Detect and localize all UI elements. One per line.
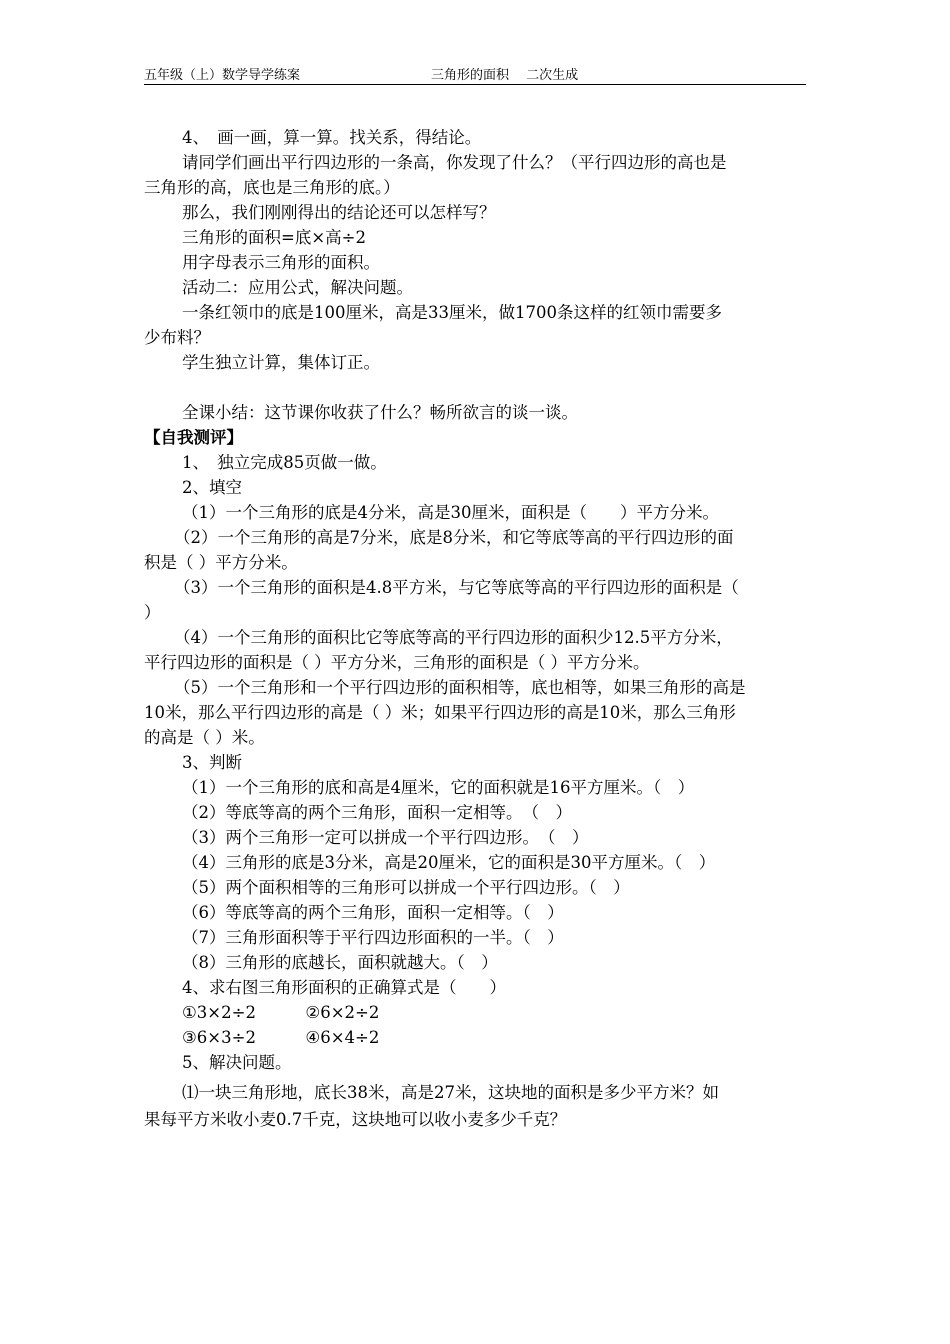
- exercise-4-heading: 4、求右图三角形面积的正确算式是（ ）: [182, 978, 506, 997]
- page-header: [144, 62, 806, 85]
- activity-2-heading: 活动二：应用公式，解决问题。: [182, 278, 413, 297]
- fill-blank-item: （5）一个三角形和一个平行四边形的面积相等，底也相等，如果三角形的高是: [174, 678, 746, 697]
- word-problem-cont: 果每平方米收小麦0.7千克，这块地可以收小麦多少千克？: [144, 1110, 567, 1129]
- exercise-3-heading: 3、判断: [182, 753, 242, 772]
- judge-item: （8）三角形的底越长，面积就越大。（ ）: [182, 953, 498, 972]
- exercise-1: 1、 独立完成85页做一做。: [182, 453, 387, 472]
- header-course-title: 五年级（上）数学导学练案: [144, 68, 301, 83]
- fill-blank-item-cont: 积是（ ）平方分米。: [144, 553, 298, 572]
- text-line: 学生独立计算，集体订正。: [182, 353, 380, 372]
- fill-blank-item: （4）一个三角形的面积比它等底等高的平行四边形的面积少12.5平方分米，: [174, 628, 733, 647]
- text-line: 三角形的高，底也是三角形的底。）: [144, 178, 400, 197]
- problem-line: 少布料？: [144, 328, 210, 347]
- step-4-heading: 4、 画一画，算一算。找关系，得结论。: [182, 128, 482, 147]
- summary-line: 全课小结：这节课你收获了什么？畅所欲言的谈一谈。: [182, 403, 578, 422]
- fill-blank-item-cont: 平行四边形的面积是（ ）平方分米，三角形的面积是（ ）平方分米。: [144, 653, 650, 672]
- fill-blank-item-cont: ）: [144, 603, 161, 622]
- judge-item: （1）一个三角形的底和高是4厘米，它的面积就是16平方厘米。（ ）: [182, 778, 695, 797]
- fill-blank-item-cont: 的高是（ ）米。: [144, 728, 265, 747]
- fill-blank-item-cont: 10米，那么平行四边形的高是（ ）米；如果平行四边形的高是10米，那么三角形: [144, 703, 736, 722]
- judge-item: （6）等底等高的两个三角形，面积一定相等。（ ）: [182, 903, 564, 922]
- judge-item: （3）两个三角形一定可以拼成一个平行四边形。 （ ）: [182, 828, 589, 847]
- text-line: 那么，我们刚刚得出的结论还可以怎样写？: [182, 203, 496, 222]
- text-line: 用字母表示三角形的面积。: [182, 253, 380, 272]
- word-problem: ⑴一块三角形地，底长38米，高是27米，这块地的面积是多少平方米？如: [182, 1083, 719, 1102]
- header-lesson-title: 三角形的面积 二次生成: [431, 68, 579, 83]
- judge-item: （4）三角形的底是3分米，高是20厘米，它的面积是30平方厘米。（ ）: [182, 853, 716, 872]
- text-line: 请同学们画出平行四边形的一条高，你发现了什么？（平行四边形的高也是: [182, 153, 727, 172]
- choice-options: ①3×2÷2 ②6×2÷2: [182, 1003, 380, 1022]
- choice-options: ③6×3÷2 ④6×4÷2: [182, 1028, 380, 1047]
- problem-line: 一条红领巾的底是100厘米，高是33厘米，做1700条这样的红领巾需要多: [182, 303, 722, 322]
- fill-blank-item: （2）一个三角形的高是7分米，底是8分米，和它等底等高的平行四边形的面: [174, 528, 734, 547]
- self-assessment-heading: 【自我测评】: [144, 428, 243, 447]
- judge-item: （5）两个面积相等的三角形可以拼成一个平行四边形。（ ）: [182, 878, 630, 897]
- fill-blank-item: （3）一个三角形的面积是4.8平方米，与它等底等高的平行四边形的面积是（: [174, 578, 739, 597]
- judge-item: （7）三角形面积等于平行四边形面积的一半。（ ）: [182, 928, 564, 947]
- exercise-5-heading: 5、解决问题。: [182, 1053, 292, 1072]
- fill-blank-item: （1）一个三角形的底是4分米，高是30厘米，面积是（ ）平方分米。: [182, 503, 719, 522]
- exercise-2-heading: 2、填空: [182, 478, 242, 497]
- judge-item: （2）等底等高的两个三角形，面积一定相等。 （ ）: [182, 803, 572, 822]
- formula-line: 三角形的面积=底×高÷2: [182, 228, 366, 247]
